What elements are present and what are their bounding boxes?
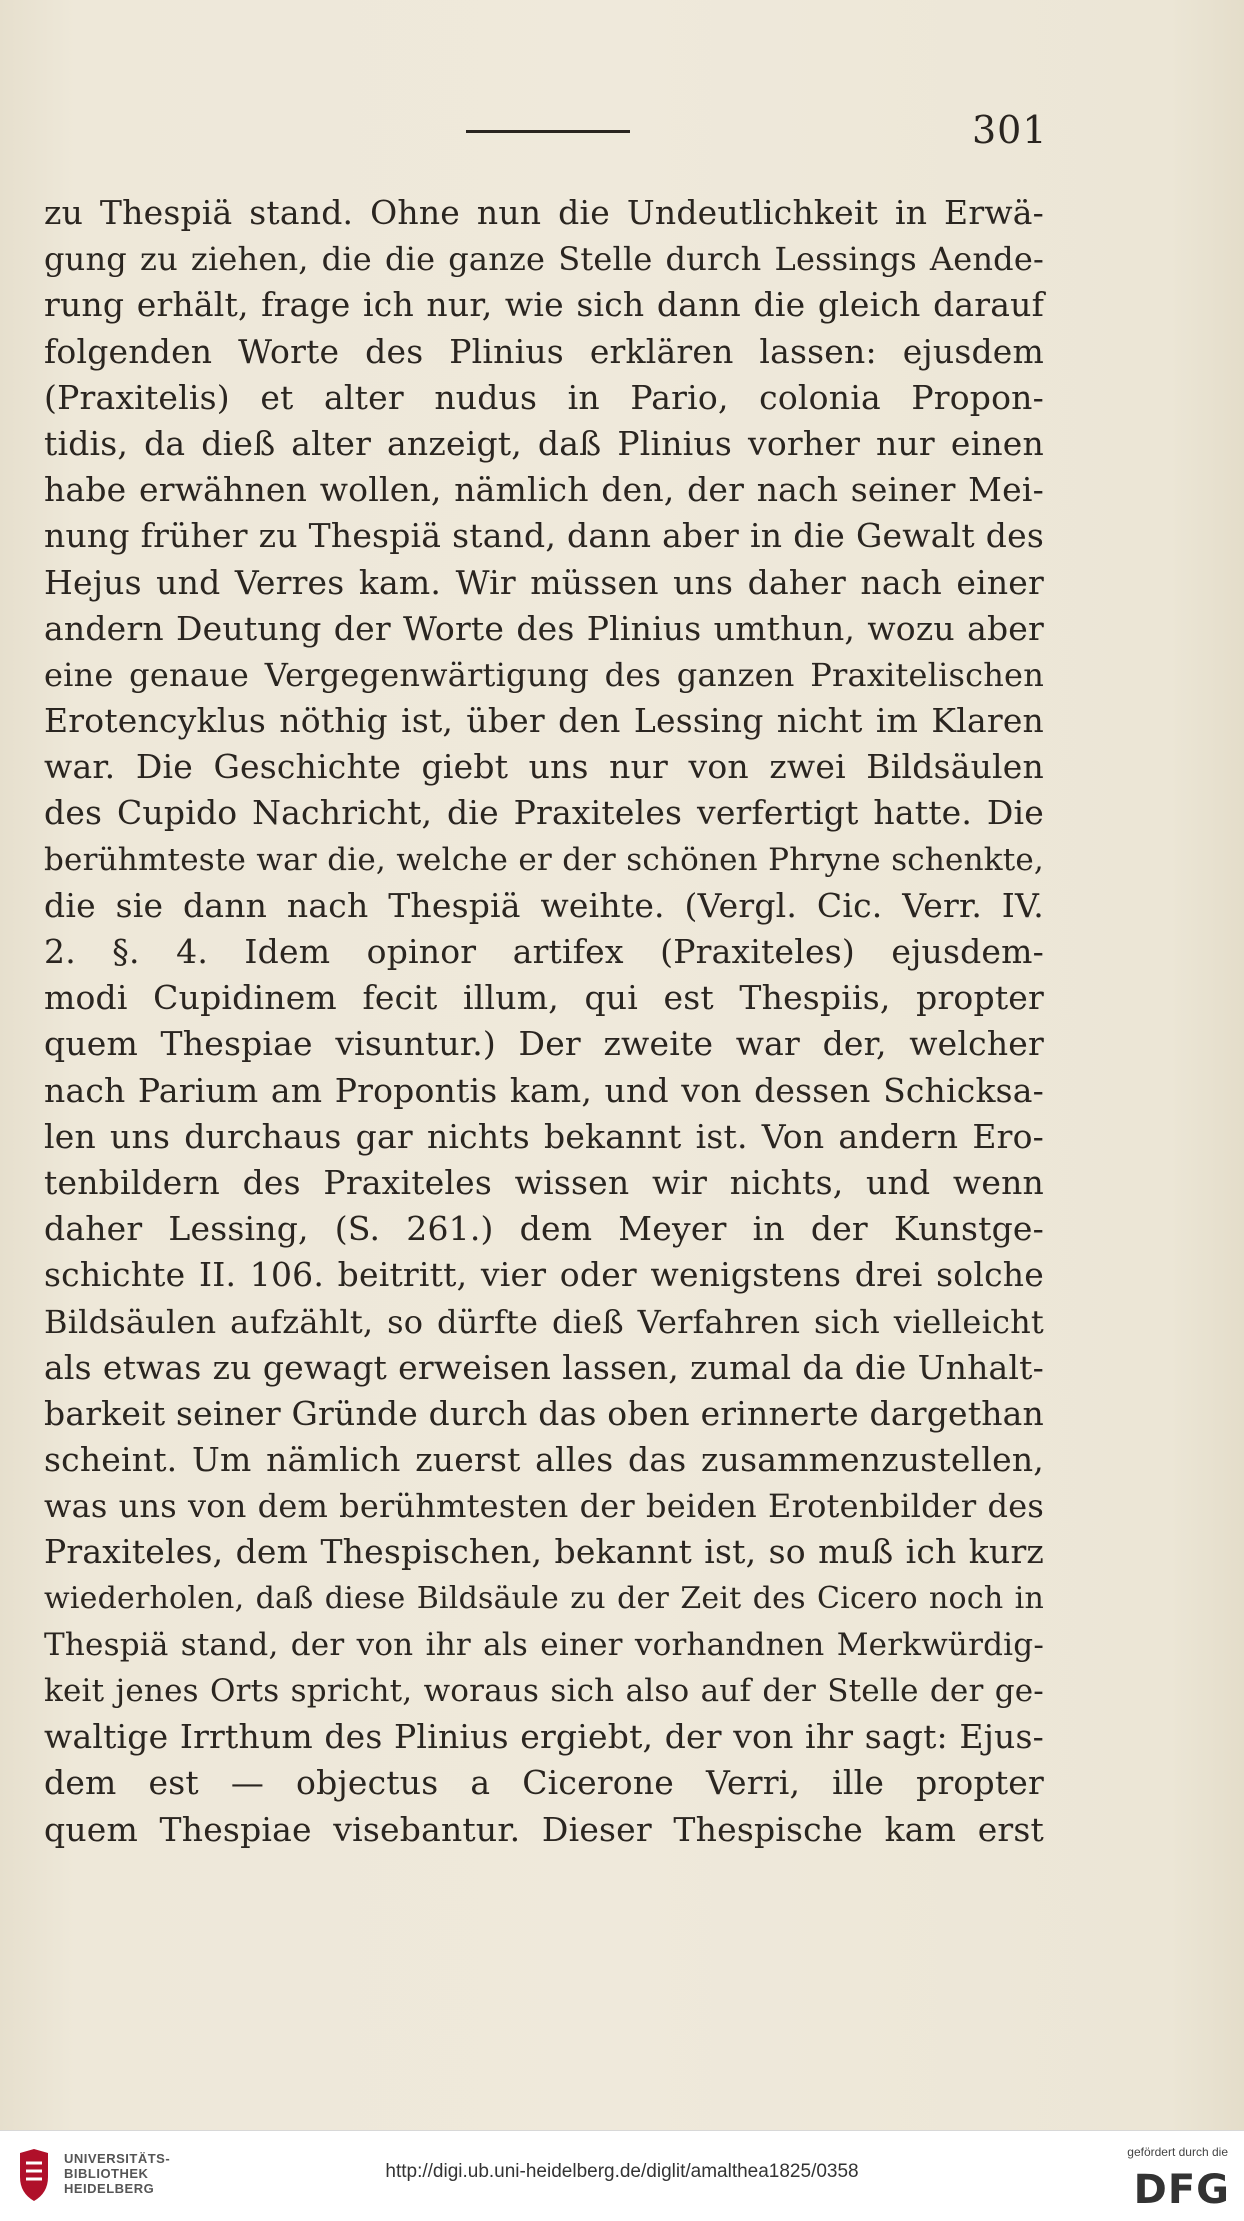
source-url-link[interactable]: http://digi.ub.uni-heidelberg.de/diglit/amalthea1825/0358 (385, 2161, 859, 2182)
text-line: rung erhält, frage ich nur, wie sich dann die gleich darauf (44, 285, 1044, 325)
dfg-logo: DFG (1133, 2167, 1230, 2213)
text-line: habe erwähnen wollen, nämlich den, der nach seiner Mei- (44, 470, 1044, 510)
text-line: berühmteste war die, welche er der schönen Phryne schenkte, (44, 841, 1044, 878)
text-line: zu Thespiä stand. Ohne nun die Undeutlichkeit in Erwä- (44, 193, 1044, 232)
text-line: als etwas zu gewagt erweisen lassen, zumal da die Unhalt- (44, 1347, 1044, 1387)
text-line: (Praxitelis) et alter nudus in Pario, colonia Propon- (44, 377, 1044, 417)
text-line: Thespiä stand, der von ihr als einer vorhandnen Merkwürdig- (44, 1626, 1044, 1663)
text-line: barkeit seiner Gründe durch das oben erinnerte dargethan (44, 1393, 1044, 1433)
library-name-line: UNIVERSITÄTS- (64, 2151, 171, 2166)
text-line: Bildsäulen aufzählt, so dürfte dieß Verfahren sich vielleicht (44, 1302, 1044, 1341)
text-line: scheint. Um nämlich zuerst alles das zusammenzustellen, (44, 1440, 1044, 1480)
text-line: len uns durchaus gar nichts bekannt ist. Von andern Ero- (44, 1116, 1044, 1156)
text-line: Praxiteles, dem Thespischen, bekannt ist, so muß ich kurz (44, 1532, 1044, 1572)
text-line: andern Deutung der Worte des Plinius umthun, wozu aber (44, 608, 1044, 648)
text-line: dem est — objectus a Cicerone Verri, ille propter (44, 1763, 1044, 1803)
text-line: folgenden Worte des Plinius erklären lassen: ejusdem (44, 331, 1044, 371)
text-line: Erotencyklus nöthig ist, über den Lessing nicht im Klaren (44, 701, 1044, 741)
text-line: tidis, da dieß alter anzeigt, daß Plinius vorher nur einen (44, 423, 1044, 463)
text-line: schichte II. 106. beitritt, vier oder wenigstens drei solche (44, 1255, 1044, 1295)
text-line: modi Cupidinem fecit illum, qui est Thespiis, propter (44, 978, 1044, 1018)
header-rule (466, 130, 630, 133)
text-line: 2. §. 4. Idem opinor artifex (Praxiteles) ejusdem- (44, 932, 1044, 971)
library-name-line: HEIDELBERG (64, 2181, 155, 2196)
text-line: Hejus und Verres kam. Wir müssen uns daher nach einer (44, 562, 1044, 602)
text-line: daher Lessing, (S. 261.) dem Meyer in der Kunstge- (44, 1209, 1044, 1249)
text-line: war. Die Geschichte giebt uns nur von zwei Bildsäulen (44, 747, 1044, 787)
text-line: des Cupido Nachricht, die Praxiteles verfertigt hatte. Die (44, 793, 1044, 833)
library-name-line: BIBLIOTHEK (64, 2166, 149, 2181)
text-line: die sie dann nach Thespiä weihte. (Vergl. Cic. Verr. IV. (44, 885, 1044, 925)
text-line: waltige Irrthum des Plinius ergiebt, der von ihr sagt: Ejus- (44, 1717, 1044, 1757)
footer-bar (0, 2130, 1244, 2221)
page-number: 301 (972, 108, 1048, 152)
text-line: quem Thespiae visebantur. Dieser Thespische kam erst (44, 1809, 1044, 1849)
text-line: was uns von dem berühmtesten der beiden Erotenbilder des (44, 1487, 1044, 1526)
text-line: gung zu ziehen, die die ganze Stelle durch Lessings Aende- (44, 240, 1044, 279)
text-line: wiederholen, daß diese Bildsäule zu der Zeit des Cicero noch in (44, 1580, 1044, 1616)
funded-by-text: gefördert durch die (1127, 2145, 1228, 2159)
text-line: nach Parium am Propontis kam, und von dessen Schicksa- (44, 1070, 1044, 1110)
text-line: tenbildern des Praxiteles wissen wir nichts, und wenn (44, 1162, 1044, 1202)
text-line: nung früher zu Thespiä stand, dann aber in die Gewalt des (44, 516, 1044, 556)
text-line: keit jenes Orts spricht, woraus sich also auf der Stelle der ge- (44, 1673, 1044, 1709)
text-line: quem Thespiae visuntur.) Der zweite war der, welcher (44, 1024, 1044, 1064)
body-text (44, 190, 1044, 1853)
text-line: eine genaue Vergegenwärtigung des ganzen Praxitelischen (44, 655, 1044, 694)
